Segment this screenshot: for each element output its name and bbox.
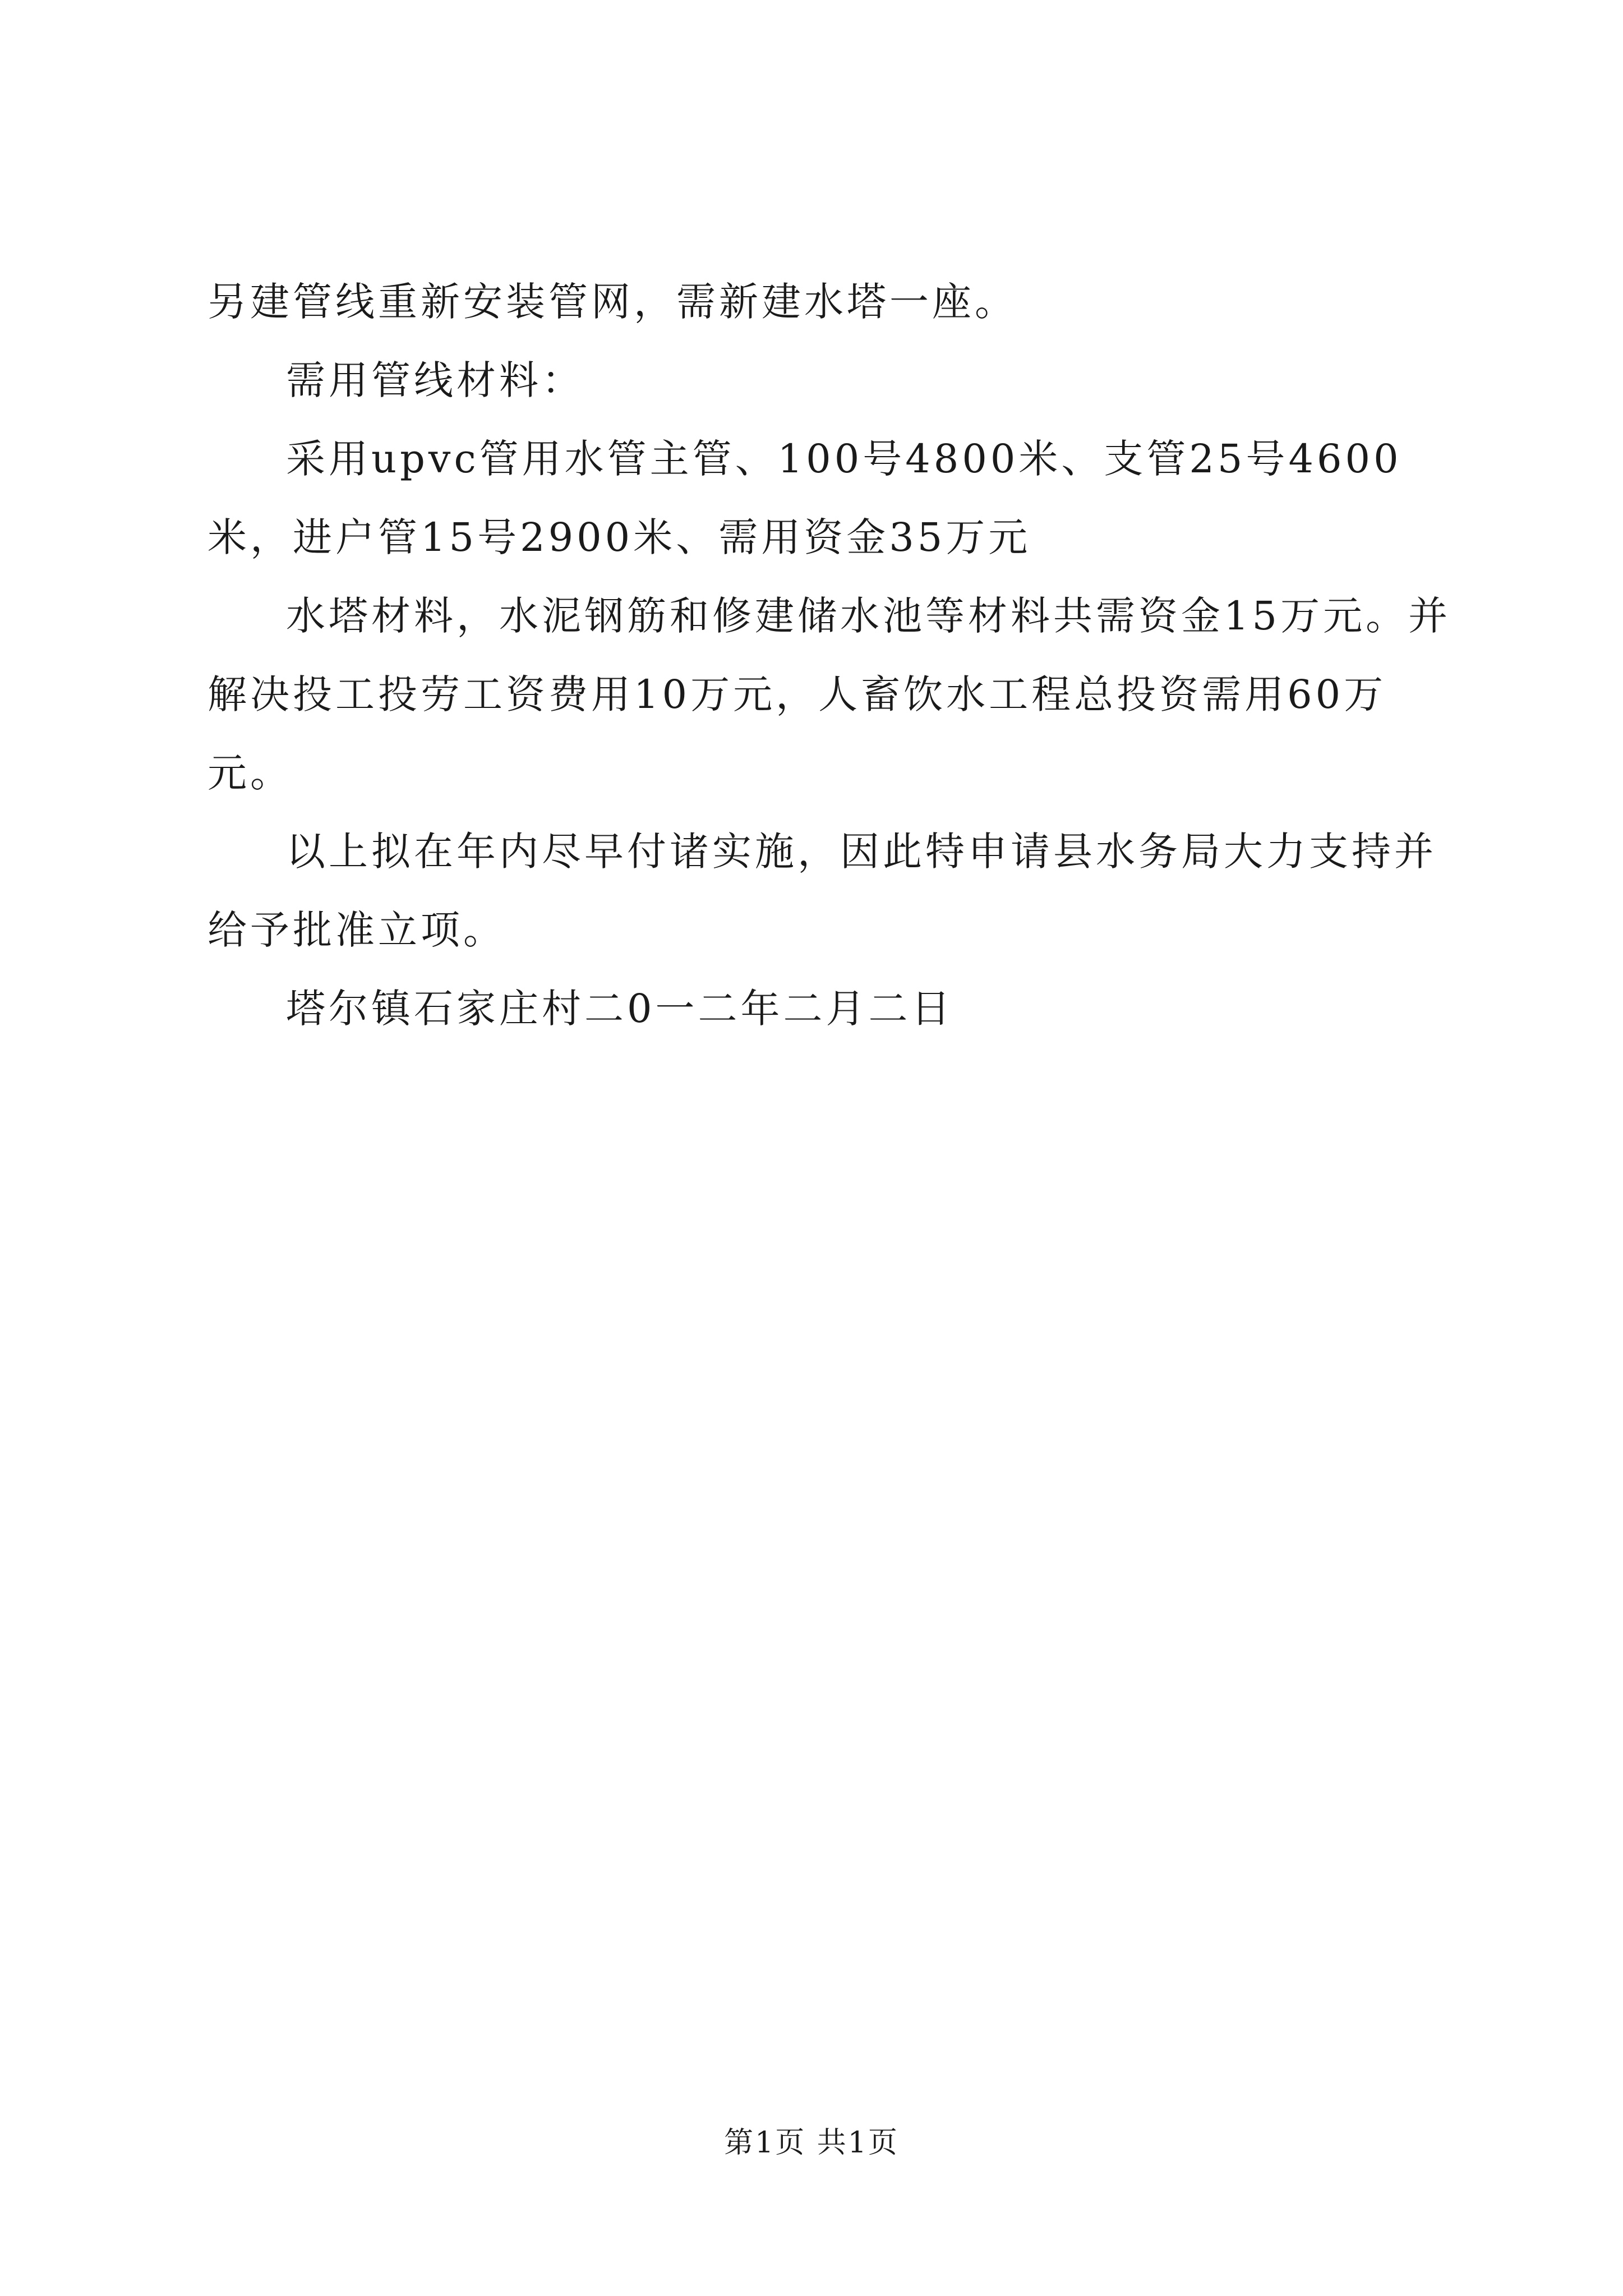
paragraph-signature-date: 塔尔镇石家庄村二0一二年二月二日 bbox=[286, 986, 954, 1032]
paragraph-request: 以上拟在年内尽早付诸实施，因此特申请县水务局大力支持并给予批准立项。 bbox=[208, 829, 1437, 953]
paragraph-materials-heading: 需用管线材料： bbox=[286, 357, 584, 403]
paragraph-tower-materials: 水塔材料，水泥钢筋和修建储水池等材料共需资金15万元。并解决投工投劳工资费用10万元，人畜饮水工程总投资需用60万元。 bbox=[208, 593, 1451, 796]
paragraph-pipeline-plan: 另建管线重新安装管网，需新建水塔一座。 bbox=[208, 279, 1017, 325]
page-footer: 第1页 共1页 bbox=[724, 2126, 899, 2160]
paragraph-pipe-specs: 采用upvc管用水管主管、100号4800米、支管25号4600米，进户管15号2900米、需用资金35万元 bbox=[208, 436, 1402, 560]
document-body bbox=[208, 263, 1469, 1048]
